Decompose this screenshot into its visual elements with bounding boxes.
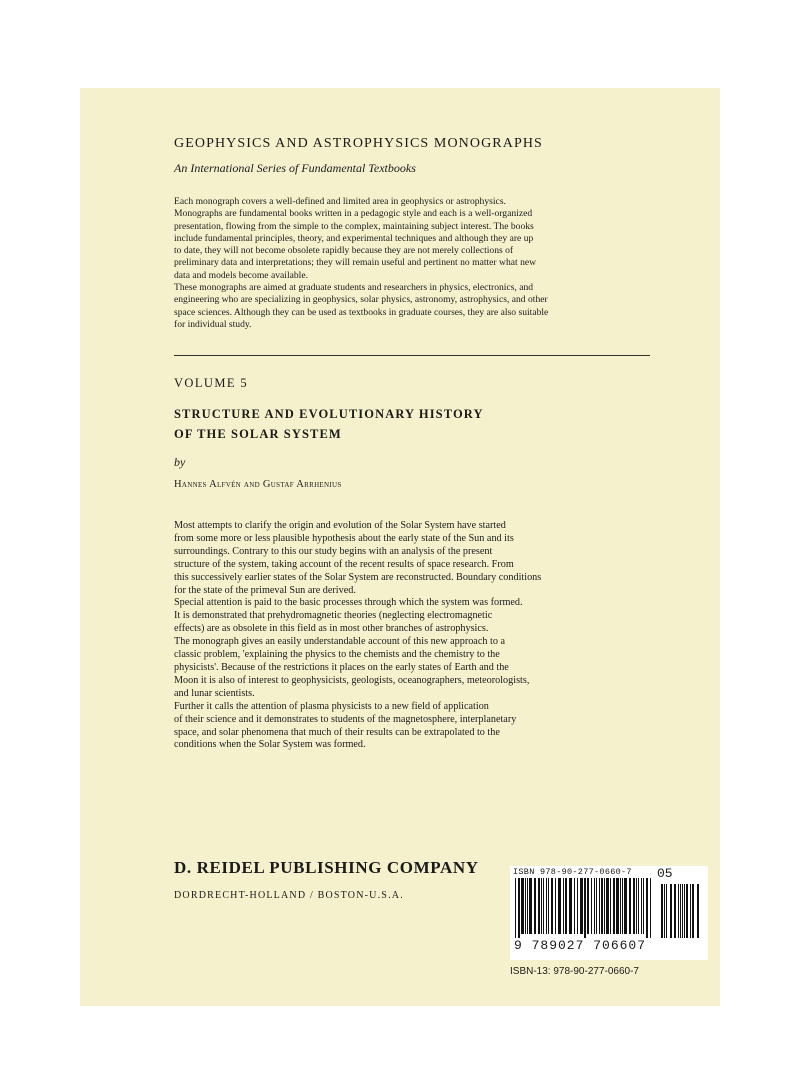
series-subtitle: An International Series of Fundamental Textbooks	[174, 161, 416, 175]
text-line: this successively earlier states of the Solar System are reconstructed. Boundary conditions	[174, 571, 542, 583]
publisher-name: D. REIDEL PUBLISHING COMPANY	[174, 858, 479, 877]
barcode-addon-bar	[686, 884, 688, 938]
text-line: structure of the system, taking account of the recent results of space research. From	[174, 558, 514, 570]
text-line: classic problem, 'explaining the physics to the chemists and the chemistry to the	[174, 649, 500, 661]
barcode-isbn-text: ISBN 978-90-277-0660-7	[513, 867, 632, 877]
barcode-bar	[527, 878, 528, 934]
volume-label: VOLUME 5	[174, 376, 249, 390]
barcode-bar	[604, 878, 605, 934]
barcode-bar	[610, 878, 611, 934]
barcode-bar	[633, 878, 635, 934]
divider	[174, 355, 650, 356]
text-line: for the state of the primeval Sun are derived.	[174, 584, 356, 596]
text-line: physicists'. Because of the restrictions it places on the early states of Earth and the	[174, 661, 509, 673]
book-description	[174, 520, 714, 752]
text-line: Moon it is also of interest to geophysicists, geologists, oceanographers, meteorologists,	[174, 674, 530, 686]
barcode-bar	[591, 878, 592, 934]
text-line: preliminary data and interpretations; they will remain useful and pertinent no matter what new	[174, 257, 537, 269]
text-line: for individual study.	[174, 318, 252, 330]
barcode-bar	[622, 878, 623, 934]
barcode-bar	[629, 878, 631, 934]
barcode-bar	[620, 878, 621, 934]
text-line: Most attempts to clarify the origin and evolution of the Solar System have started	[174, 520, 506, 531]
publisher-location: DORDRECHT-HOLLAND / BOSTON-U.S.A.	[174, 890, 404, 901]
barcode-bar	[643, 878, 644, 934]
barcode-bar	[563, 878, 564, 934]
text-line: It is demonstrated that prehydromagnetic theories (neglecting electromagnetic	[174, 610, 493, 622]
text-line: Each monograph covers a well-defined and limited area in geophysics or astrophysics.	[174, 196, 506, 207]
barcode-bar	[525, 878, 526, 934]
barcode-addon-bar	[680, 884, 681, 938]
barcode-bar	[641, 878, 642, 934]
barcode-bar	[551, 878, 553, 934]
text-line: surroundings. Contrary to this our study begins with an analysis of the present	[174, 545, 493, 557]
barcode-bar	[636, 878, 637, 934]
series-title: GEOPHYSICS AND ASTROPHYSICS MONOGRAPHS	[174, 136, 543, 151]
by-label: by	[174, 455, 186, 469]
barcode-bar	[565, 878, 567, 934]
barcode-bar	[646, 878, 648, 938]
text-line: engineering who are specializing in geophysics, solar physics, astronomy, astrophysics, and other	[174, 294, 548, 306]
barcode-bar	[548, 878, 549, 934]
text-line: space, and solar phenomena that much of their results can be extrapolated to the	[174, 726, 500, 738]
barcode-bar	[580, 878, 583, 934]
text-line: data and models become available.	[174, 269, 308, 281]
barcode-addon-bar	[697, 884, 699, 938]
barcode-bar	[555, 878, 556, 934]
barcode-addon: 05	[657, 866, 673, 881]
text-line: of their science and it demonstrates to students of the magnetosphere, interplanetary	[174, 713, 517, 725]
barcode-bar	[534, 878, 536, 934]
barcode-bar	[515, 878, 516, 938]
barcode-bar	[574, 878, 575, 934]
barcode-bar	[546, 878, 547, 934]
barcode-bar	[577, 878, 578, 934]
text-line: Further it calls the attention of plasma physicists to a new field of application	[174, 700, 489, 712]
text-line: from some more or less plausible hypothesis about the early state of the Sun and its	[174, 532, 514, 544]
barcode-bar	[638, 878, 639, 934]
book-title-line: STRUCTURE AND EVOLUTIONARY HISTORY	[174, 407, 484, 421]
barcode-addon-bar	[692, 884, 694, 938]
text-line: Special attention is paid to the basic processes through which the system was formed.	[174, 597, 523, 609]
book-title-line: OF THE SOLAR SYSTEM	[174, 427, 342, 441]
text-line: include fundamental principles, theory, and experimental techniques and although they are up	[174, 232, 534, 244]
barcode-addon-bar	[674, 884, 676, 938]
barcode-number: 9 789027 706607	[514, 938, 647, 953]
barcode-addon-bar	[664, 884, 665, 938]
barcode-bar	[601, 878, 603, 934]
barcode-bar	[584, 878, 586, 938]
barcode-bar	[613, 878, 615, 934]
barcode-bar	[543, 878, 544, 934]
text-line: and lunar scientists.	[174, 687, 255, 699]
barcode-bar	[587, 878, 589, 934]
text-line: presentation, flowing from the simple to the complex, maintaining subject interest. The books	[174, 220, 534, 232]
barcode-bar	[541, 878, 542, 934]
barcode-bar	[521, 878, 524, 934]
text-line: These monographs are aimed at graduate students and researchers in physics, electronics, and	[174, 282, 534, 294]
text-line: space sciences. Although they can be used as textbooks in graduate courses, they are also suitable	[174, 306, 549, 318]
text-line: effects) are as obsolete in this field as in most other branches of astrophysics.	[174, 623, 489, 635]
barcode-addon-bar	[661, 884, 663, 938]
barcode-bar	[599, 878, 600, 934]
barcode-bar	[558, 878, 561, 934]
text-line: conditions when the Solar System was formed.	[174, 739, 366, 751]
barcode-addon-bar	[666, 884, 667, 938]
barcode-addon-bar	[684, 884, 685, 938]
barcode-bar	[538, 878, 540, 934]
text-line: The monograph gives an easily understandable account of this new approach to a	[174, 636, 505, 648]
series-description	[174, 196, 656, 331]
barcode-bar	[616, 878, 619, 934]
isbn-barcode	[510, 866, 708, 960]
barcode-bar	[606, 878, 609, 934]
book-title	[174, 404, 484, 444]
authors: Hannes Alfvén and Gustaf Arrhenius	[174, 479, 342, 490]
barcode-bar	[569, 878, 572, 934]
barcode-addon-bar	[690, 884, 691, 938]
text-line: Monographs are fundamental books written in a pedagogic style and each is a well-organized	[174, 208, 533, 220]
barcode-addon-bar	[678, 884, 679, 938]
barcode-bar	[624, 878, 627, 934]
barcode-bar	[650, 878, 651, 938]
isbn13-label: ISBN-13: 978-90-277-0660-7	[510, 966, 639, 977]
barcode-addon-bar	[682, 884, 683, 938]
barcode-bar	[596, 878, 597, 934]
barcode-bar	[518, 878, 520, 938]
barcode-bars	[513, 878, 705, 938]
book-back-cover	[80, 88, 720, 1006]
barcode-addon-bar	[670, 884, 672, 938]
barcode-bar	[529, 878, 532, 934]
barcode-bar	[594, 878, 595, 934]
text-line: to date, they will not become obsolete rapidly because they are not merely collections of	[174, 245, 514, 257]
